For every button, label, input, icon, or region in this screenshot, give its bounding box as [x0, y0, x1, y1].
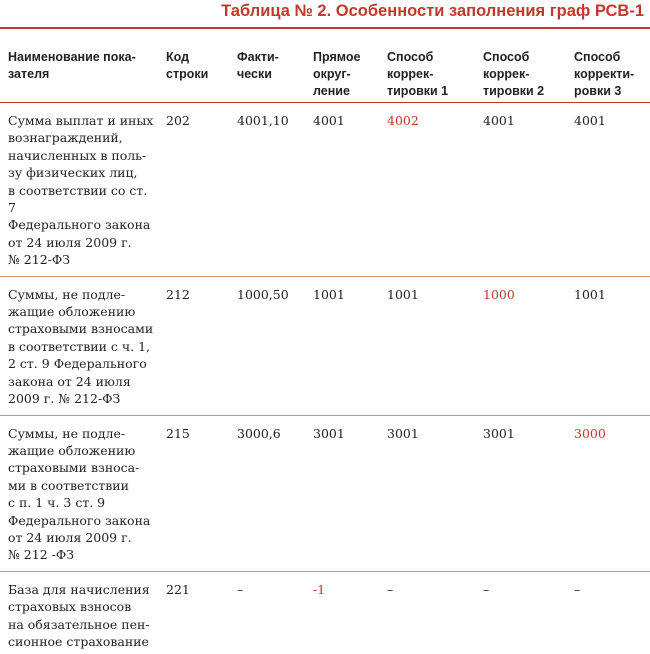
cell-direct: -1: [313, 581, 326, 597]
cell-method-2: –: [483, 581, 490, 597]
cell-method-3: 4001: [566, 103, 650, 277]
cell-method-1: 4002: [379, 103, 475, 277]
cell-method-1: –: [387, 581, 394, 597]
header-direct: Прямое округ- ление: [305, 29, 379, 103]
cell-method-1: 3001: [379, 415, 475, 571]
cell-actual: 4001,10: [229, 103, 305, 277]
cell-method-1: 1001: [379, 276, 475, 415]
table-row: [0, 276, 650, 415]
header-row: [0, 29, 650, 103]
cell-code: 212: [158, 276, 229, 415]
cell-code: 215: [158, 415, 229, 571]
table-title: Таблица № 2. Особенности заполнения граф РСВ-1: [221, 2, 644, 20]
cell-actual: –: [237, 581, 244, 597]
cell-code: 202: [158, 103, 229, 277]
header-method-1: Способ коррек- тировки 1: [379, 29, 475, 103]
cell-name: Суммы, не подле- жащие обложению страховыми взносами в соответствии с ч. 1, 2 ст. 9 Федерального закона от 24 июля 2009 г. № 212-ФЗ: [0, 276, 158, 415]
cell-actual: 1000,50: [229, 276, 305, 415]
header-method-3: Способ корректи- ровки 3: [566, 29, 650, 103]
cell-name: База для начисления страховых взносов на обязательное пен- сионное страхование: [8, 581, 150, 649]
cell-method-3: –: [574, 581, 581, 597]
cell-direct: 3001: [305, 415, 379, 571]
cell-direct: 1001: [305, 276, 379, 415]
cell-actual: 3000,6: [229, 415, 305, 571]
table-row: [0, 103, 650, 277]
cell-direct: 4001: [305, 103, 379, 277]
header-actual: Факти- чески: [229, 29, 305, 103]
rsv-table: [0, 29, 650, 654]
cell-code: 221: [166, 581, 190, 597]
cell-name: Сумма выплат и иных вознаграждений, начисленных в поль- зу физических лиц, в соответствии со ст. 7 Федерального закона от 24 июля 2009 г. № 212-ФЗ: [0, 103, 158, 277]
cell-method-2: 1000: [475, 276, 566, 415]
cell-method-2: 3001: [475, 415, 566, 571]
header-name: Наименование пока- зателя: [0, 29, 158, 103]
cell-method-3: 3000: [566, 415, 650, 571]
cell-name: Суммы, не подле- жащие обложению страховыми взноса- ми в соответствии с п. 1 ч. 3 ст. 9 Федерального закона от 24 июля 2009 г. № 212 -ФЗ: [0, 415, 158, 571]
cell-method-2: 4001: [475, 103, 566, 277]
table-row: [0, 415, 650, 571]
header-code: Код строки: [158, 29, 229, 103]
header-method-2: Способ коррек- тировки 2: [475, 29, 566, 103]
cell-method-3: 1001: [566, 276, 650, 415]
